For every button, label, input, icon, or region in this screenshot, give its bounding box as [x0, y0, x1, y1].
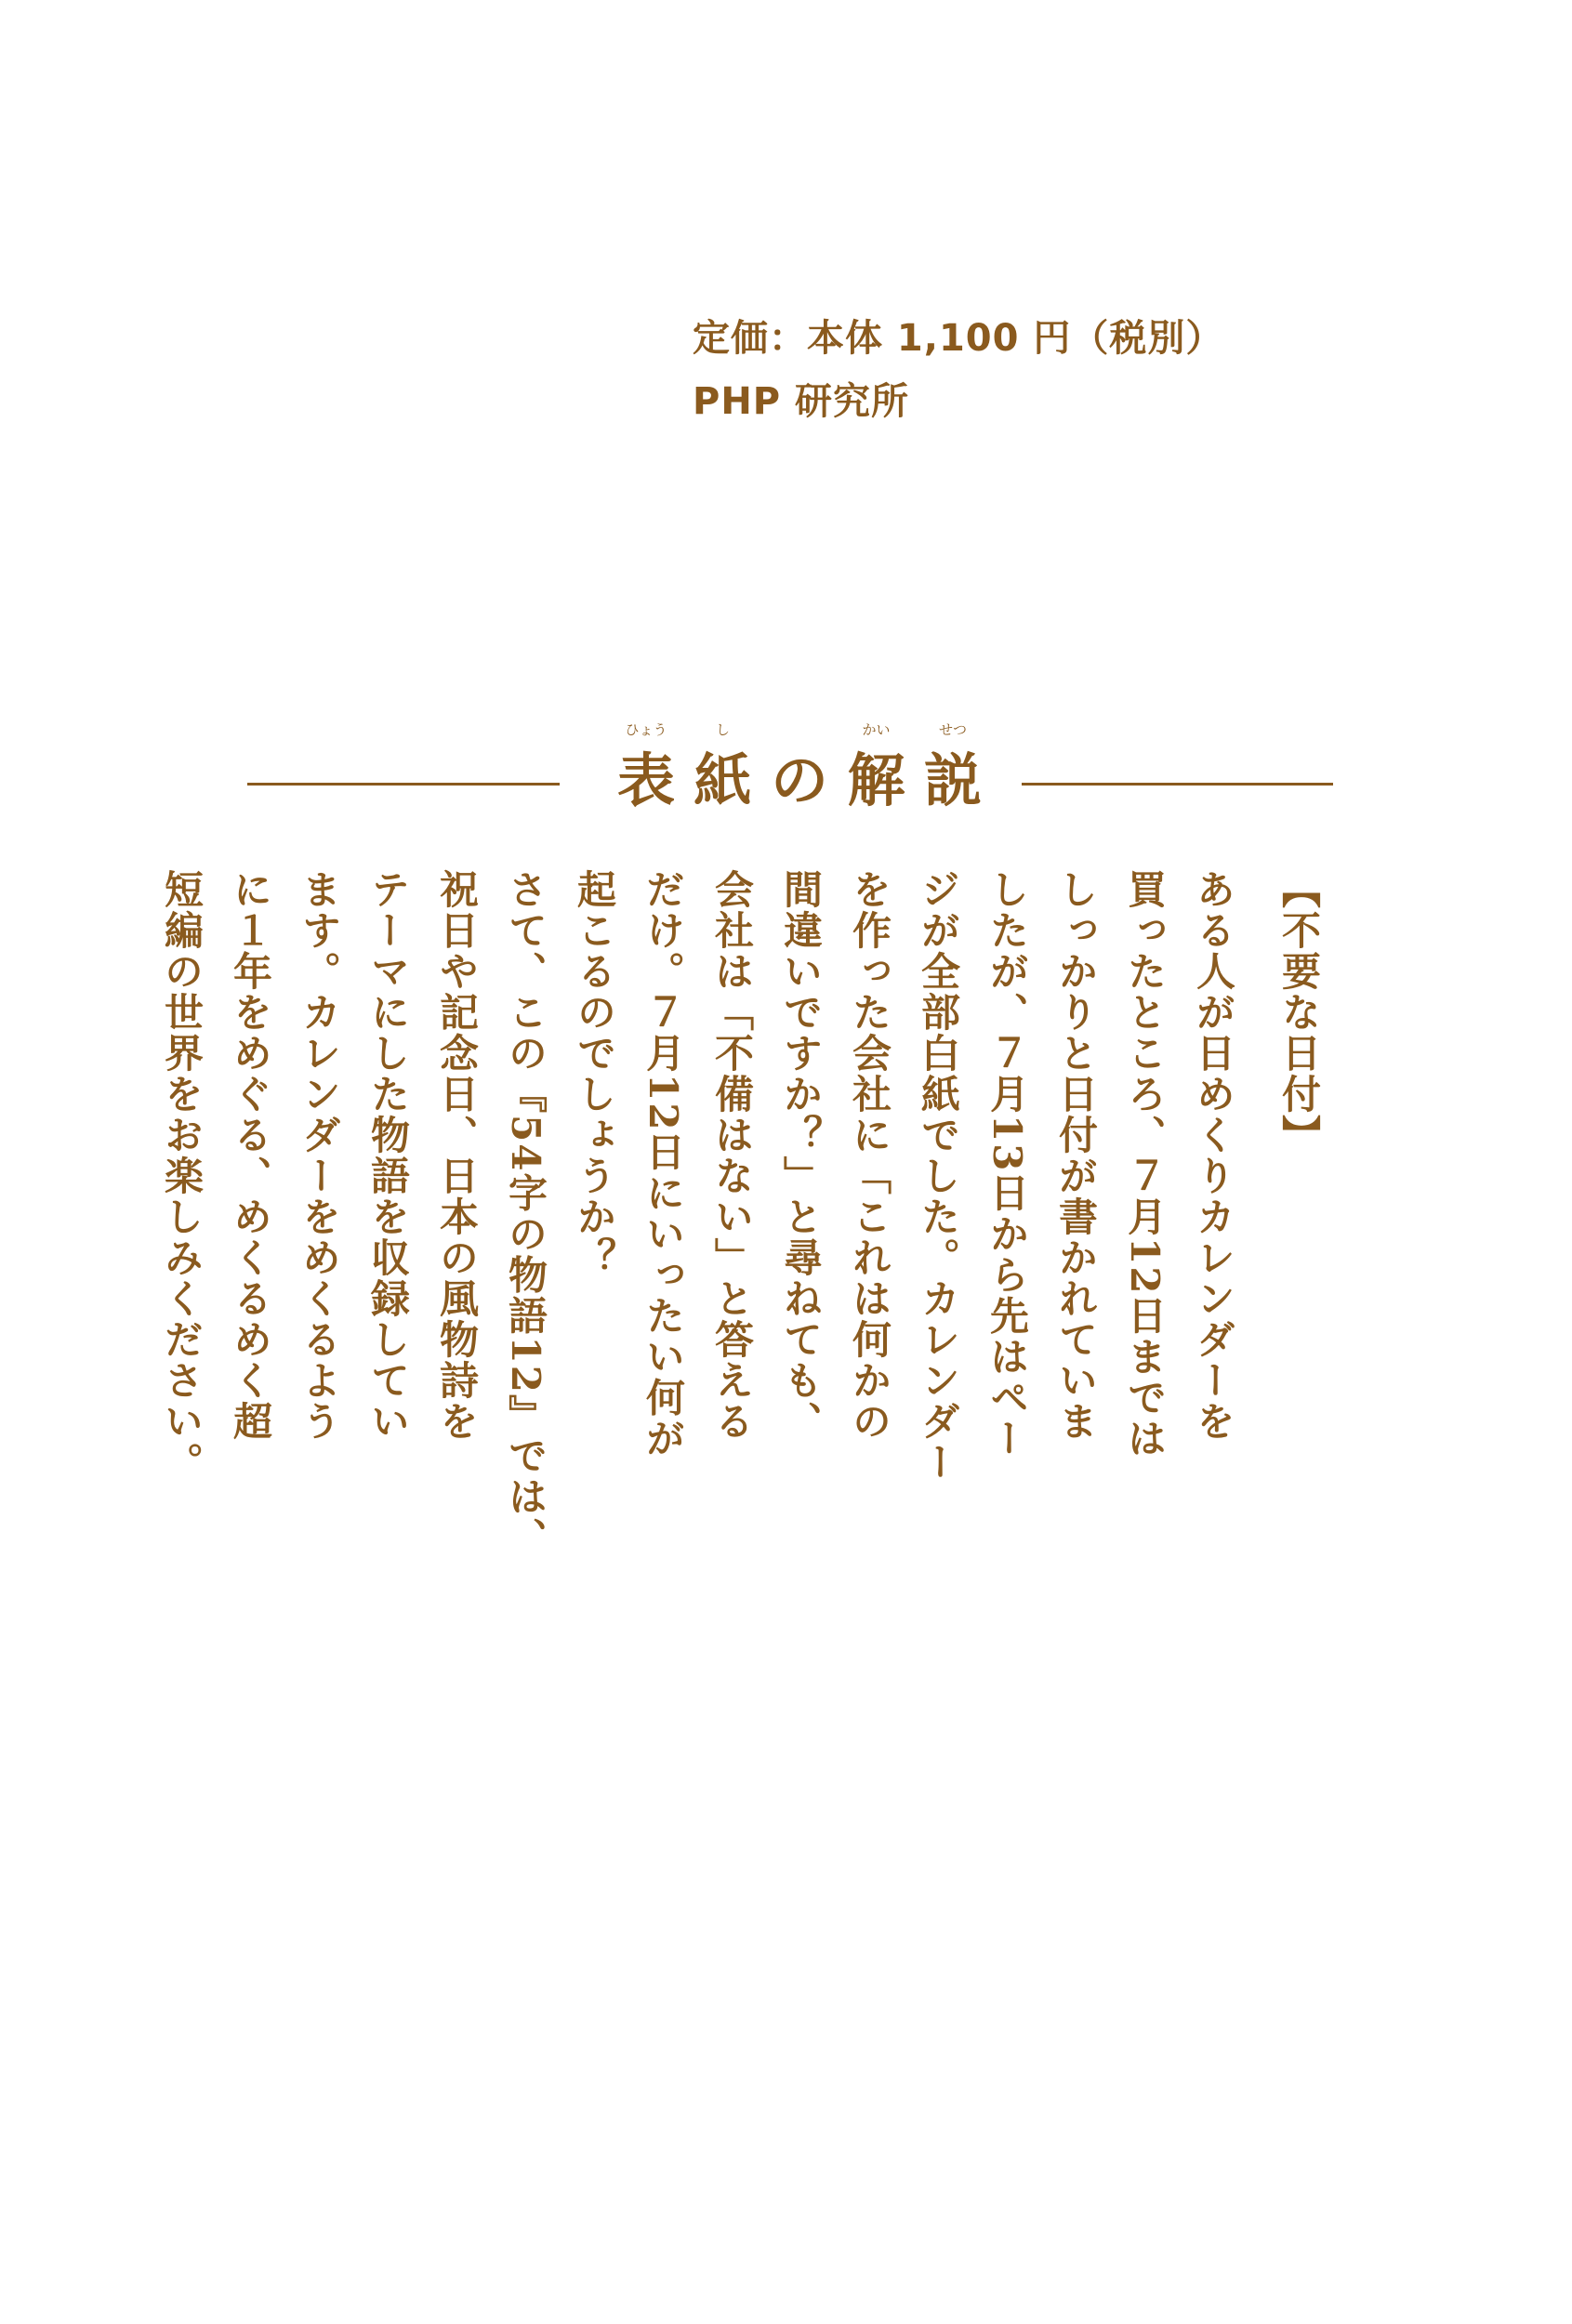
article-column: だけ。７月12日にいったい何が	[641, 869, 686, 1459]
article-column: 短編の世界をお楽しみください。	[159, 869, 205, 1483]
price-info	[693, 312, 1223, 428]
article-heading: 【不要な日付】	[1276, 869, 1322, 1155]
title-char	[609, 721, 683, 818]
title-rule-left	[247, 783, 560, 786]
title-ruby: かい	[862, 721, 891, 738]
article-column: に１年をめぐる、めくるめく超	[228, 869, 273, 1442]
title-ruby: せつ	[938, 721, 967, 738]
title-glyph: 紙	[694, 746, 752, 814]
article-column: ある人が日めくりカレンダーを	[1191, 869, 1236, 1442]
title-char	[762, 744, 837, 818]
article-column: を作った会社に「これは何かの	[847, 869, 892, 1442]
price-label: 定価：本体 1,100 円（税別）	[693, 317, 1224, 360]
title-rule-right	[1022, 783, 1333, 786]
article-body	[159, 869, 1333, 1558]
title-char	[916, 721, 990, 818]
section-title	[609, 721, 990, 818]
article-column: 起こるのでしょうか？	[572, 869, 617, 1278]
article-column: テーマにした物語を収録してい	[365, 869, 411, 1442]
title-ruby: ひょう	[625, 721, 667, 738]
article-column: ジが全部白紙でした。カレンダー	[916, 869, 961, 1483]
article-column: ます。カレンダーをめくるよう	[297, 869, 342, 1442]
title-char	[686, 721, 760, 818]
article-column: 会社は「不備はない」と答える	[709, 869, 755, 1442]
publisher-name: PHP 研究所	[693, 380, 910, 423]
title-ruby: し	[715, 721, 730, 738]
title-char	[839, 721, 914, 818]
title-glyph: 解	[847, 746, 905, 814]
article-column: しっかりと日付が書かれていま	[1053, 869, 1099, 1442]
article-column: したが、７月13日から先はペー	[984, 869, 1030, 1459]
article-column: さて、この『54字の物語12』では、	[503, 869, 548, 1558]
title-glyph: の	[770, 746, 828, 814]
article-column: 買ったところ、７月12日までは	[1122, 869, 1168, 1459]
title-glyph: 説	[923, 746, 982, 814]
title-glyph: 表	[616, 746, 675, 814]
article-column: 祝日や記念日、日本の風物詩を	[434, 869, 480, 1442]
article-column: 間違いですか？」と尋ねても、	[778, 869, 824, 1442]
